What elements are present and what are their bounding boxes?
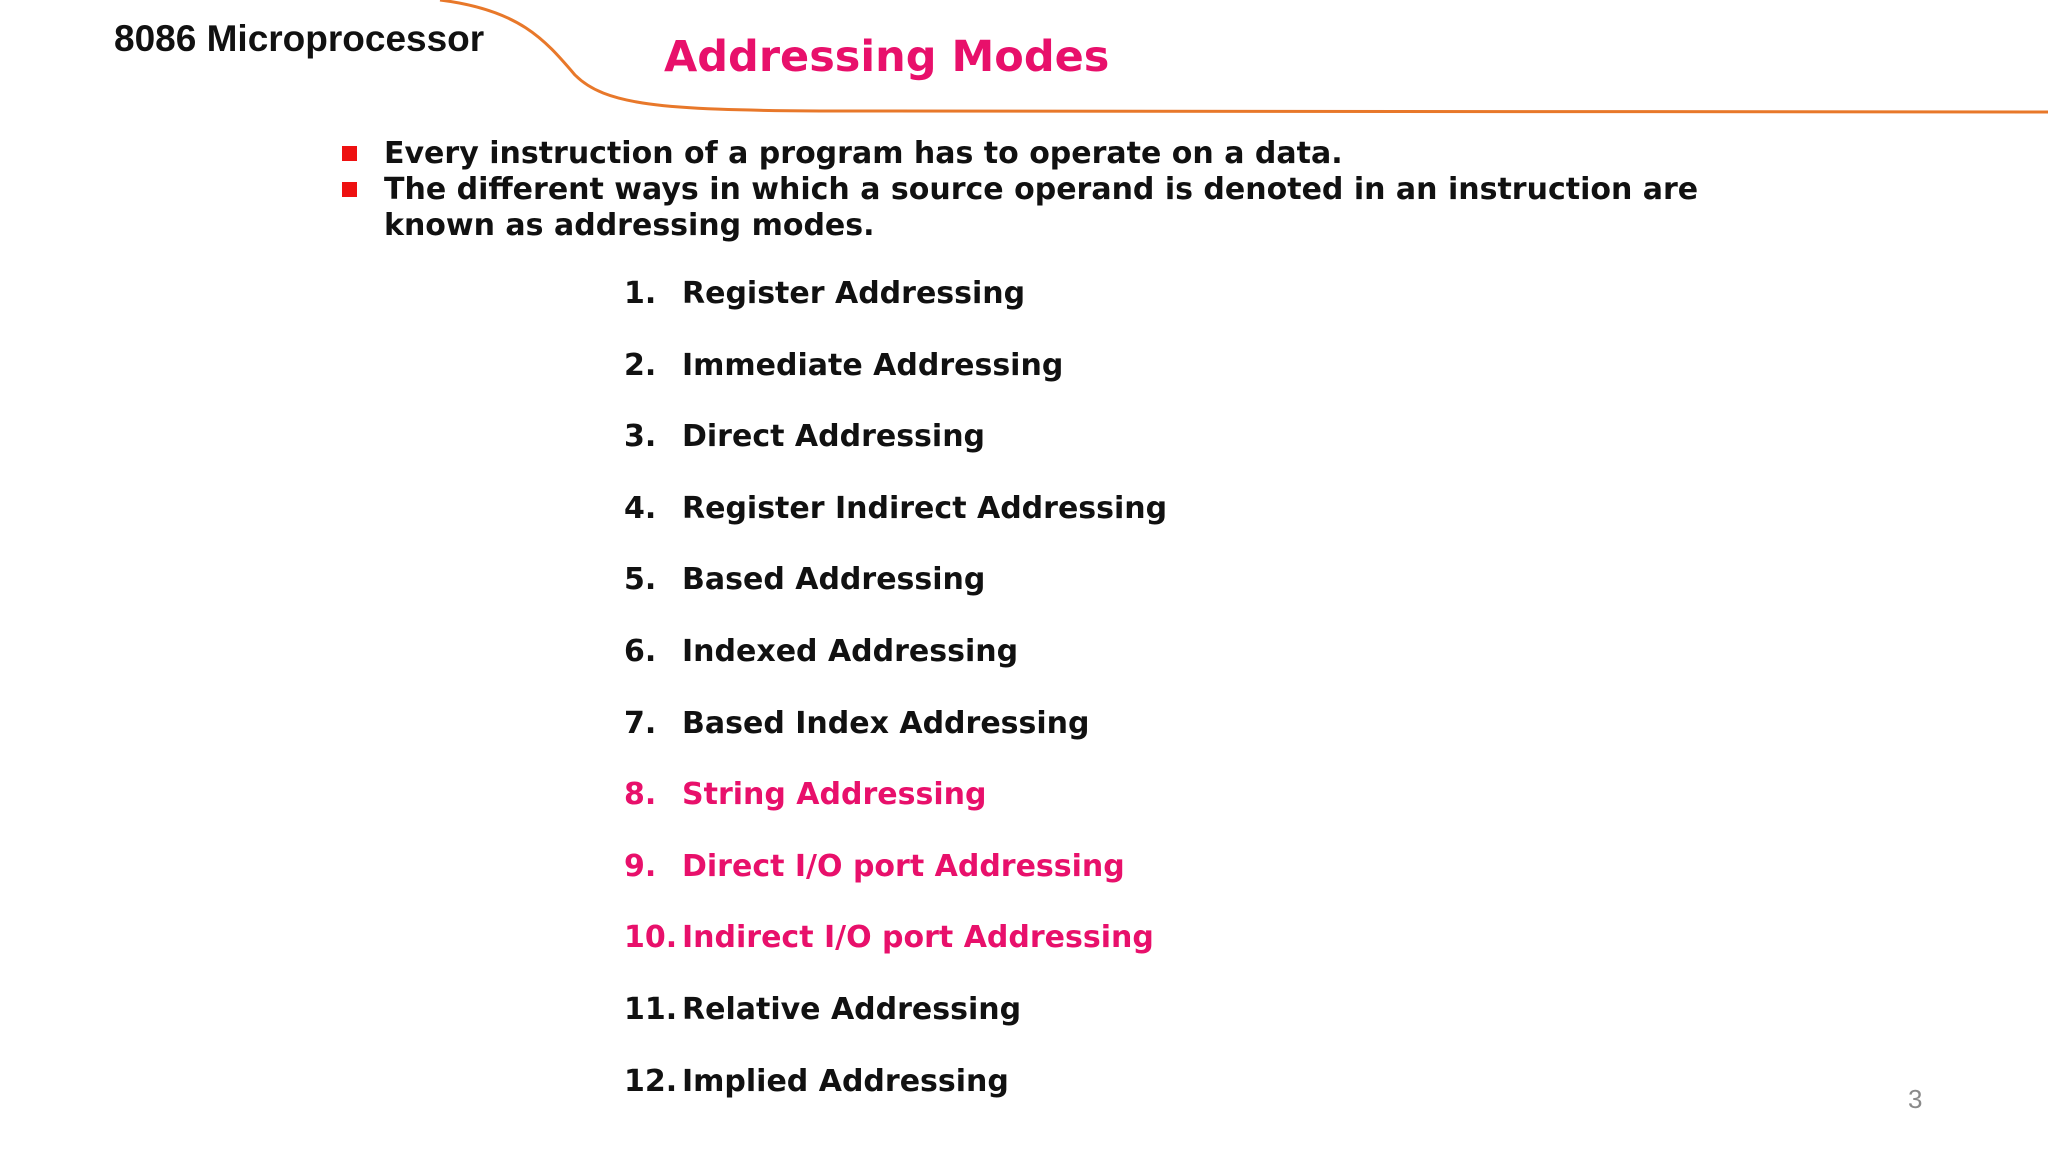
mode-label: Register Indirect Addressing — [682, 490, 1168, 526]
slide-title: Addressing Modes — [664, 32, 1110, 82]
mode-number: 6. — [624, 633, 657, 669]
mode-label: Indexed Addressing — [682, 633, 1019, 669]
mode-item — [624, 918, 1167, 990]
mode-number: 3. — [624, 419, 657, 455]
mode-label: Relative Addressing — [682, 991, 1022, 1027]
square-bullet-icon — [342, 146, 357, 161]
mode-item — [624, 417, 1167, 489]
bullet-text: The different ways in which a source operand is denoted in an instruction are known as addressing modes. — [384, 172, 1699, 243]
mode-number: 4. — [624, 490, 657, 526]
mode-number: 5. — [624, 562, 657, 598]
mode-label: Register Addressing — [682, 276, 1026, 311]
mode-item — [624, 560, 1167, 632]
mode-number: 11. — [624, 991, 678, 1027]
mode-label: Direct Addressing — [682, 419, 986, 455]
mode-number: 1. — [624, 276, 657, 311]
mode-number: 9. — [624, 848, 657, 884]
addressing-modes-list — [624, 274, 1167, 1133]
mode-item — [624, 489, 1167, 561]
mode-label: Based Index Addressing — [682, 705, 1090, 741]
mode-item — [624, 346, 1167, 418]
mode-number: 12. — [624, 1063, 678, 1099]
mode-number: 2. — [624, 347, 657, 383]
mode-item — [624, 632, 1167, 704]
mode-label: Immediate Addressing — [682, 347, 1064, 383]
course-title: 8086 Microprocessor — [114, 18, 485, 59]
mode-label: Based Addressing — [682, 562, 986, 598]
mode-item — [624, 274, 1167, 346]
bullet-item — [340, 136, 1780, 172]
mode-item — [624, 704, 1167, 776]
mode-label: String Addressing — [682, 777, 987, 813]
mode-label: Indirect I/O port Addressing — [682, 920, 1154, 956]
square-bullet-icon — [342, 182, 357, 197]
intro-bullet-list — [340, 136, 1780, 244]
mode-number: 8. — [624, 777, 657, 813]
mode-item — [624, 847, 1167, 919]
mode-label: Implied Addressing — [682, 1063, 1009, 1099]
mode-number: 7. — [624, 705, 657, 741]
bullet-item — [340, 172, 1780, 244]
mode-label: Direct I/O port Addressing — [682, 848, 1125, 884]
mode-item — [624, 775, 1167, 847]
page-number: 3 — [1908, 1084, 1923, 1114]
bullet-text: Every instruction of a program has to operate on a data. — [384, 136, 1343, 171]
mode-number: 10. — [624, 920, 678, 956]
mode-item — [624, 990, 1167, 1062]
mode-item — [624, 1062, 1167, 1134]
